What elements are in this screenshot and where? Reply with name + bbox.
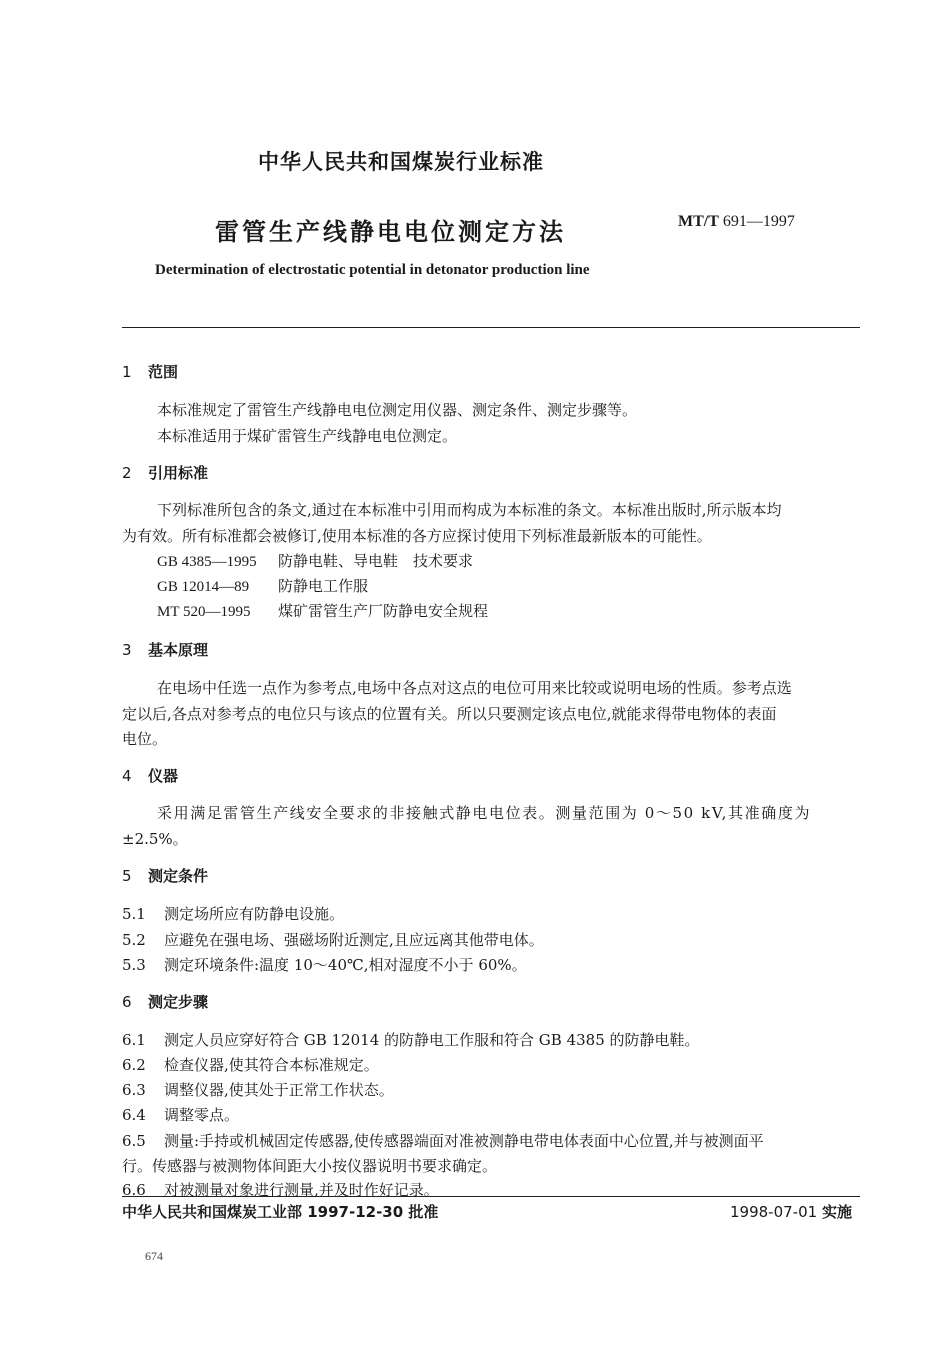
clause-number: 6.5: [122, 1132, 146, 1150]
english-title: Determination of electrostatic potential in detonator production line: [155, 262, 590, 278]
paragraph: 本标准规定了雷管生产线静电电位测定用仪器、测定条件、测定步骤等。: [157, 401, 638, 419]
standard-code: [678, 213, 795, 231]
section-title: 范围: [148, 363, 179, 381]
standard-code-prefix: MT/T: [678, 213, 719, 230]
section-number: 1: [122, 363, 132, 381]
paragraph: 为有效。所有标准都会被修订,使用本标准的各方应探讨使用下列标准最新版本的可能性。: [122, 527, 712, 545]
header-rule: [122, 327, 860, 328]
clause-item: [122, 1029, 700, 1050]
reference-name: 防静电鞋、导电鞋 技术要求: [278, 552, 474, 570]
clause-text: 检查仪器,使其符合本标准规定。: [164, 1056, 379, 1074]
clause-text: 调整仪器,使其处于正常工作状态。: [164, 1081, 394, 1099]
paragraph: 本标准适用于煤矿雷管生产线静电电位测定。: [157, 427, 458, 445]
clause-item: [122, 1104, 239, 1125]
reference-name: 防静电工作服: [278, 577, 369, 595]
section-title: 测定条件: [148, 867, 209, 885]
paragraph: 下列标准所包含的条文,通过在本标准中引用而构成为本标准的条文。本标准出版时,所示版本均: [157, 501, 782, 519]
reference-item: [157, 600, 488, 621]
reference-code: GB 4385—1995: [157, 554, 257, 570]
clause-text: 测定场所应有防静电设施。: [164, 905, 345, 923]
clause-item: [122, 1079, 394, 1100]
page-number: 674: [145, 1249, 163, 1263]
section-1-heading: [122, 361, 178, 382]
paragraph: 定以后,各点对参考点的电位只与该点的位置有关。所以只要测定该点电位,就能求得带电物体的表面: [122, 705, 777, 723]
clause-text: 行。传感器与被测物体间距大小按仪器说明书要求确定。: [122, 1157, 498, 1175]
section-6-heading: [122, 991, 208, 1012]
reference-item: [157, 550, 473, 571]
approval-line: 中华人民共和国煤炭工业部 1997-12-30 批准: [122, 1203, 439, 1221]
clause-text: 对被测量对象进行测量,并及时作好记录。: [164, 1181, 439, 1199]
clause-item: [122, 929, 544, 950]
clause-number: 6.6: [122, 1181, 146, 1199]
standard-code-number: 691—1997: [722, 213, 795, 230]
clause-item: [122, 1130, 764, 1151]
clause-text: 测定人员应穿好符合 GB 12014 的防静电工作服和符合 GB 4385 的防静电鞋。: [164, 1031, 700, 1049]
section-2-heading: [122, 462, 208, 483]
clause-item: [122, 903, 344, 924]
clause-item: [122, 954, 527, 975]
paragraph: ±2.5%。: [122, 830, 188, 848]
clause-continuation: [122, 1155, 497, 1176]
clause-number: 5.3: [122, 956, 146, 974]
section-title: 测定步骤: [148, 993, 209, 1011]
paragraph: 电位。: [122, 730, 168, 748]
reference-item: [157, 575, 368, 596]
clause-number: 6.4: [122, 1106, 146, 1124]
paragraph: 采用满足雷管生产线安全要求的非接触式静电电位表。测量范围为 0～50 kV,其准确度为: [157, 804, 812, 822]
section-number: 6: [122, 993, 132, 1011]
clause-text: 测定环境条件:温度 10～40℃,相对湿度不小于 60%。: [164, 956, 527, 974]
section-title: 基本原理: [148, 641, 209, 659]
clause-number: 5.1: [122, 905, 146, 923]
clause-text: 测量:手持或机械固定传感器,使传感器端面对准被测静电带电体表面中心位置,并与被测面平: [164, 1132, 764, 1150]
section-5-heading: [122, 865, 208, 886]
section-number: 2: [122, 464, 132, 482]
reference-code: GB 12014—89: [157, 579, 250, 595]
clause-number: 6.1: [122, 1031, 146, 1049]
implementation-line: [730, 1201, 852, 1222]
section-title: 引用标准: [148, 464, 209, 482]
reference-code: MT 520—1995: [157, 604, 251, 620]
section-number: 4: [122, 767, 132, 785]
clause-number: 6.2: [122, 1056, 146, 1074]
footer-rule: [122, 1196, 860, 1197]
section-number: 3: [122, 641, 132, 659]
section-4-heading: [122, 765, 178, 786]
clause-text: 调整零点。: [164, 1106, 240, 1124]
section-3-heading: [122, 639, 208, 660]
clause-text: 应避免在强电场、强磁场附近测定,且应远离其他带电体。: [164, 931, 544, 949]
clause-number: 5.2: [122, 931, 146, 949]
implementation-label: 实施: [821, 1203, 852, 1221]
document-title: 雷管生产线静电电位测定方法: [215, 218, 566, 246]
clause-number: 6.3: [122, 1081, 146, 1099]
section-number: 5: [122, 867, 132, 885]
standard-category: 中华人民共和国煤炭行业标准: [258, 150, 544, 174]
reference-name: 煤矿雷管生产厂防静电安全规程: [278, 602, 489, 620]
paragraph: 在电场中任选一点作为参考点,电场中各点对这点的电位可用来比较或说明电场的性质。参考点选: [157, 679, 792, 697]
implementation-date: 1998-07-01: [730, 1203, 818, 1221]
section-title: 仪器: [148, 767, 179, 785]
clause-item: [122, 1054, 379, 1075]
